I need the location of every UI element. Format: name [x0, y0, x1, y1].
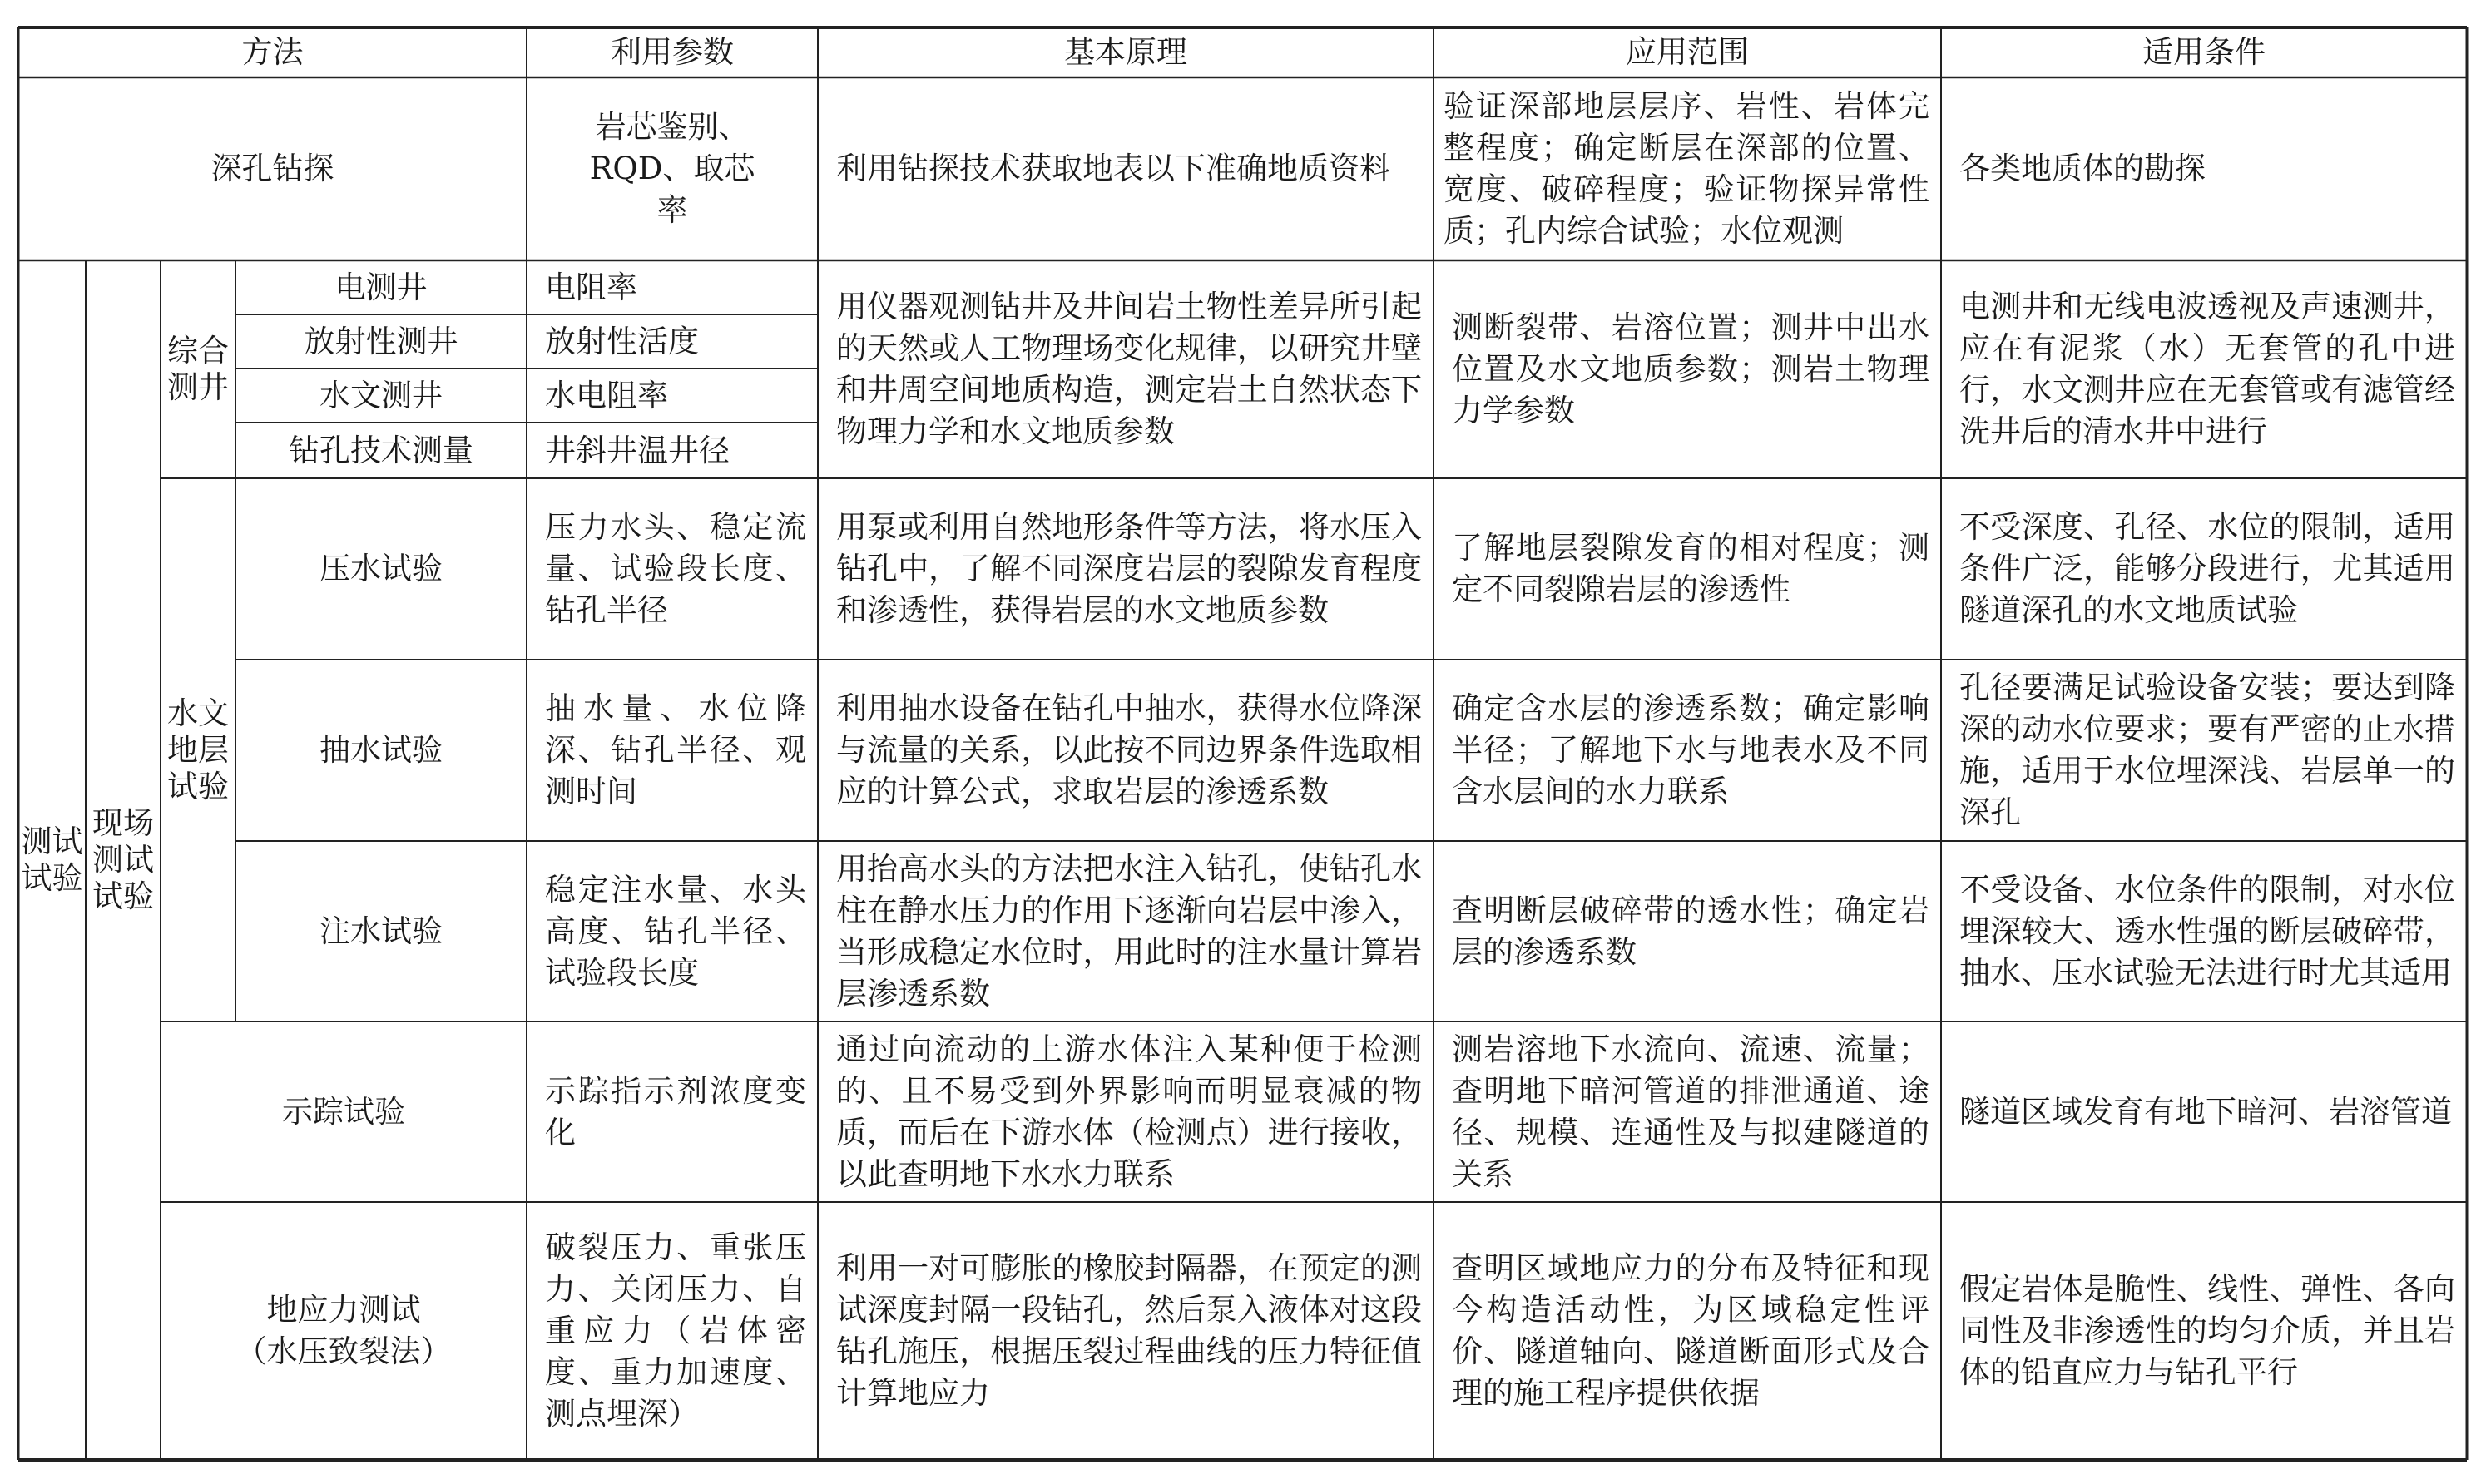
params-logging-hydro: 水电阻率 — [545, 377, 668, 413]
conditions-deep-drilling: 各类地质体的勘探 — [1959, 151, 2206, 186]
conditions-tracer: 隧道区域发育有地下暗河、岩溶管道 — [1959, 1093, 2452, 1130]
params-deep-drilling: 岩芯鉴别、RQD、取芯率 — [589, 109, 755, 228]
method-logging-hydro: 水文测井 — [319, 377, 443, 413]
header-method: 方法 — [241, 34, 304, 70]
scope-pumping: 确定含水层的渗透系数；确定影响半径；了解地下水与地表水及不同含水层间的水力联系 — [1452, 690, 1929, 809]
method-pumping: 抽水试验 — [319, 732, 443, 768]
principle-injection: 用抬高水头的方法把水注入钻孔，使钻孔水柱在静水压力的作用下逐渐向岩层中渗入，当形成稳定水位时，用此时的注水量计算岩层渗透系数 — [836, 850, 1422, 1012]
method-pressure-water: 压水试验 — [319, 551, 443, 586]
conditions-logging: 电测井和无线电波透视及声速测井，应在有泥浆（水）无套管的孔中进行，水文测井应在无套管或有滤管经洗井后的清水井中进行 — [1959, 289, 2455, 449]
params-tracer: 示踪指示剂浓度变化 — [545, 1072, 806, 1150]
params-stress: 破裂压力、重张压力、关闭压力、自重应力（岩体密度、重力加速度、测点埋深） — [545, 1229, 806, 1432]
method-logging-radioactive: 放射性测井 — [304, 323, 458, 359]
header-conditions: 适用条件 — [2142, 34, 2266, 70]
group-hydro: 水文地层试验 — [167, 695, 229, 804]
principle-logging: 用仪器观测钻井及井间岩土物性差异所引起的天然或人工物理场变化规律，以研究井壁和井周空间地质构造，测定岩土自然状态下物理力学和水文地质参数 — [836, 289, 1422, 449]
method-tracer: 示踪试验 — [282, 1093, 405, 1130]
params-logging-radioactive: 放射性活度 — [545, 323, 699, 359]
header-scope: 应用范围 — [1626, 34, 1749, 70]
conditions-injection: 不受设备、水位条件的限制，对水位埋深较大、透水性强的断层破碎带，抽水、压水试验无法进行时尤其适用 — [1959, 871, 2455, 991]
principle-pressure-water: 用泵或利用自然地形条件等方法，将水压入钻孔中，了解不同深度岩层的裂隙发育程度和渗透性，获得岩层的水文地质参数 — [836, 509, 1422, 628]
principle-pumping: 利用抽水设备在钻孔中抽水，获得水位降深与流量的关系，以此按不同边界条件选取相应的计算公式，求取岩层的渗透系数 — [836, 690, 1422, 809]
method-logging-electric: 电测井 — [334, 269, 428, 305]
scope-stress: 查明区域地应力的分布及特征和现今构造活动性，为区域稳定性评价、隧道轴向、隧道断面形式及合理的施工程序提供依据 — [1452, 1250, 1929, 1411]
params-logging-electric: 电阻率 — [545, 269, 637, 305]
principle-stress: 利用一对可膨胀的橡胶封隔器，在预定的测试深度封隔一段钻孔，然后泵入液体对这段钻孔施压，根据压裂过程曲线的压力特征值计算地应力 — [836, 1250, 1422, 1411]
scope-pressure-water: 了解地层裂隙发育的相对程度；测定不同裂隙岩层的渗透性 — [1452, 530, 1929, 607]
scope-tracer: 测岩溶地下水流向、流速、流量；查明地下暗河管道的排泄通道、途径、规模、连通性及与拟建隧道的关系 — [1452, 1031, 1929, 1192]
scope-deep-drilling: 验证深部地层层序、岩性、岩体完整程度；确定断层在深部的位置、宽度、破碎程度；验证物探异常性质；孔内综合试验；水位观测 — [1444, 88, 1929, 249]
method-injection: 注水试验 — [319, 913, 443, 949]
params-logging-borehole: 井斜井温井径 — [545, 432, 730, 468]
method-stress-line1: 地应力测试 — [266, 1292, 421, 1328]
conditions-pressure-water: 不受深度、孔径、水位的限制，适用条件广泛，能够分段进行，尤其适用隧道深孔的水文地质试验 — [1959, 509, 2455, 628]
principle-tracer: 通过向流动的上游水体注入某种便于检测的、且不易受到外界影响而明显衰减的物质，而后在下游水体（检测点）进行接收，以此查明地下水水力联系 — [836, 1031, 1422, 1192]
params-injection: 稳定注水量、水头高度、钻孔半径、试验段长度 — [545, 871, 806, 991]
group-test: 测试试验 — [21, 824, 83, 896]
header-principle: 基本原理 — [1064, 34, 1187, 70]
group-field-test: 现场测试试验 — [92, 805, 154, 914]
params-pumping: 抽水量、水位降深、钻孔半径、观测时间 — [545, 690, 806, 809]
method-deep-drilling: 深孔钻探 — [210, 151, 334, 186]
params-pressure-water: 压力水头、稳定流量、试验段长度、钻孔半径 — [545, 509, 806, 628]
conditions-stress: 假定岩体是脆性、线性、弹性、各向同性及非渗透性的均匀介质，并且岩体的铅直应力与钻孔平行 — [1959, 1271, 2455, 1390]
conditions-pumping: 孔径要满足试验设备安装；要达到降深的动水位要求；要有严密的止水措施，适用于水位埋深浅、岩层单一的深孔 — [1959, 670, 2455, 830]
principle-deep-drilling: 利用钻探技术获取地表以下准确地质资料 — [836, 151, 1390, 186]
header-params: 利用参数 — [611, 34, 734, 70]
group-logging: 综合测井 — [167, 333, 229, 405]
scope-logging: 测断裂带、岩溶位置；测井中出水位置及水文地质参数；测岩土物理力学参数 — [1452, 309, 1929, 428]
scope-injection: 查明断层破碎带的透水性；确定岩层的渗透系数 — [1452, 892, 1929, 970]
method-stress-line2: （水压致裂法） — [235, 1333, 452, 1369]
method-logging-borehole: 钻孔技术测量 — [289, 432, 473, 468]
method-stress — [161, 1202, 527, 1460]
